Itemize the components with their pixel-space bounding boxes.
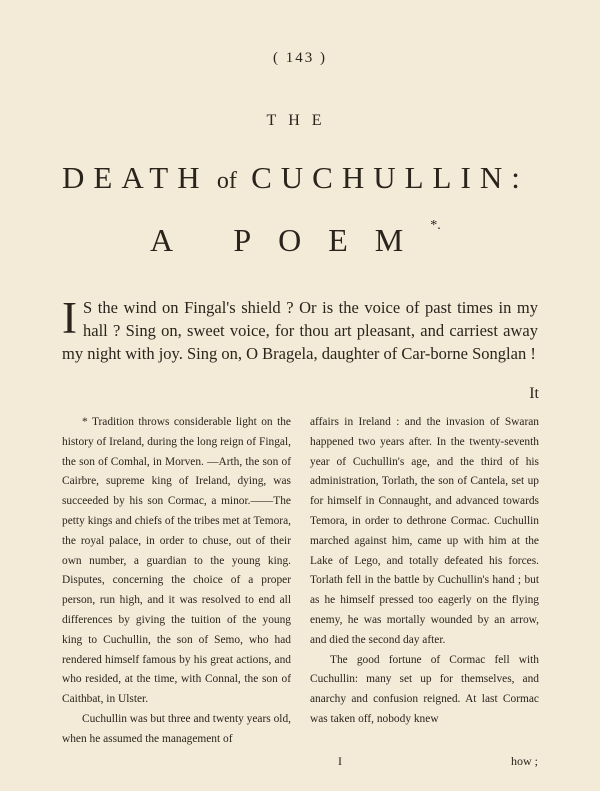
footnote-paragraph: Cuchullin was but three and twenty years old, when he assumed the management of xyxy=(62,712,291,745)
poem-subtitle xyxy=(150,218,450,259)
title-of: of xyxy=(216,168,237,194)
signature-mark: I xyxy=(338,754,342,768)
footnote-mark: *. xyxy=(430,218,441,233)
drop-cap: I xyxy=(62,293,77,343)
title-death: DEATH xyxy=(62,160,209,195)
page-number: ( 143 ) xyxy=(273,50,327,66)
title-the: THE xyxy=(266,112,334,129)
poem-title xyxy=(62,160,540,196)
footnote-paragraph: The good fortune of Cormac fell with Cuchullin: many set up for themselves, and anarchy and confusion reigned. At last Cormac was taken off, nobody knew xyxy=(310,653,539,725)
subtitle-text: A POEM xyxy=(150,222,431,258)
footnote-column-right xyxy=(310,413,539,730)
footnote-column-left xyxy=(62,413,291,750)
verse-text xyxy=(62,293,538,365)
footnote-paragraph: * Tradition throws considerable light on the history of Ireland, during the long reign of Fingal, the son of Comhal, in Morven. —Arth, the son of Cairbre, supreme king of Ireland, dying, was succeeded by his son Cormac, a minor.——The petty kings and chiefs of the tribes met at Temora, the royal palace, in order to chuse, out of their own number, a guardian to the young king. Disputes, concerning the choice of a proper person, run high, and it was resolved to end all differences by giving the tuition of the young king to Cuchullin, the son of Semo, who had rendered himself famous by his great actions, and who resided, at the time, with Connal, the son of Caithbat, in Ulster. xyxy=(62,416,291,706)
title-name: CUCHULLIN: xyxy=(251,160,529,195)
footnote-paragraph: affairs in Ireland : and the invasion of Swaran happened two years after. In the twenty-seventh year of Cuchullin's age, and the third of his administration, Torlath, the son of Cantela, set up for himself in Connaught, and advanced towards Temora, in order to dethrone Cormac. Cuchullin marched against him, came up with him at the Lake of Lego, and totally defeated his forces. Torlath fell in the battle by Cuchullin's hand ; but as he himself pressed too eagerly on the flying enemy, he was mortally wounded by an arrow, and died the second day after. xyxy=(310,416,539,646)
verse-body: S the wind on Fingal's shield ? Or is the voice of past times in my hall ? Sing on, sweet voice, for thou art pleasant, and carriest away my night with joy. Sing on, O Bragela, daughter of Car-borne Songlan ! xyxy=(62,298,538,363)
catchword: It xyxy=(529,385,539,402)
catchword-footnote: how ; xyxy=(511,754,538,768)
